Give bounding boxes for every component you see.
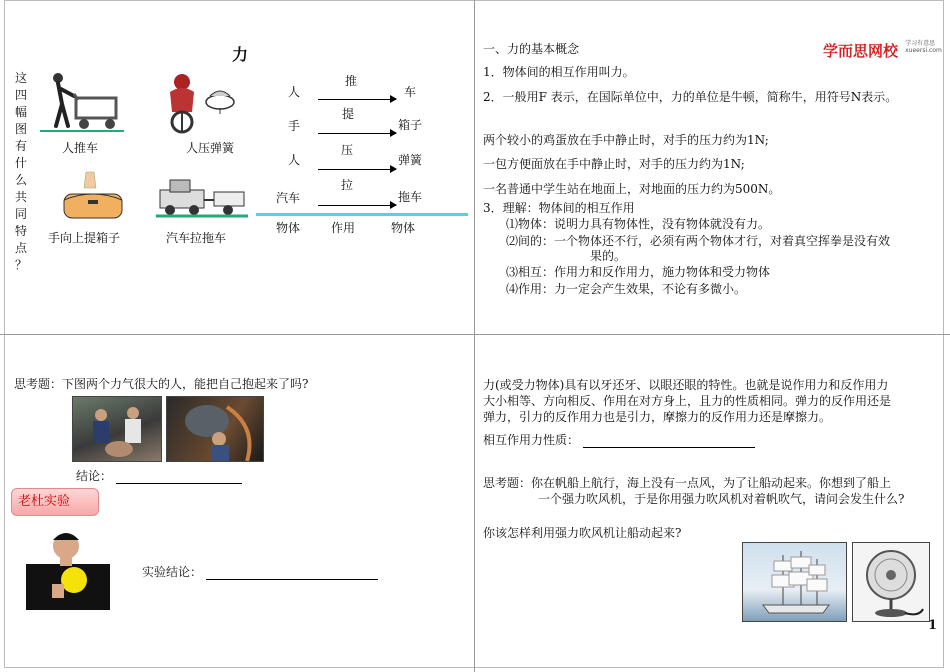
diagram-left-2: 人 xyxy=(288,153,301,167)
conclusion-label: 结论： xyxy=(76,469,113,483)
strongmen-photo-1 xyxy=(72,396,162,462)
item-1: ⑵间的：一个物体还不行，必须有两个物体才行，对着真空挥拳是没有效 xyxy=(506,234,891,248)
concept-p2: 2．一般用F 表示，在国际单位中，力的单位是牛顿，简称牛，用符号N表示。 xyxy=(483,90,898,104)
diagram-right-1: 箱子 xyxy=(398,118,423,132)
vertical-question: 这 四 幅 图 有 什 么 共 同 特 点 ？ xyxy=(14,71,27,272)
concepts-heading: 一、力的基本概念 xyxy=(483,42,580,56)
experiment-badge: 老杜实验 xyxy=(11,488,99,516)
item-3: ⑷作用：力一定会产生效果，不论有多微小。 xyxy=(506,282,747,296)
strongmen-photo-2 xyxy=(166,396,264,462)
caption-tow-trailer: 汽车拉拖车 xyxy=(166,231,227,245)
think-question-lift: 思考题：下图两个力气很大的人，能把自己抱起来了吗? xyxy=(14,377,309,391)
diagram-arrow-1 xyxy=(318,133,396,134)
experiment-conclusion-blank xyxy=(206,579,378,580)
concept-p3: 3．理解：物体间的相互作用 xyxy=(483,201,635,215)
item-2: ⑶相互：作用力和反作用力，施力物体和受力物体 xyxy=(506,265,771,279)
think-sail-line1: 思考题：你在帆船上航行，海上没有一点风，为了让船动起来。你想到了船上 xyxy=(483,476,892,490)
section-title: 力 xyxy=(232,45,249,64)
person-pressing-spring-illustration xyxy=(162,72,238,136)
example-2: 一名普通中学生站在地面上，对地面的压力约为500N。 xyxy=(483,182,781,196)
concept-p1: 1．物体间的相互作用叫力。 xyxy=(483,65,635,79)
sailing-ship-photo xyxy=(742,542,847,622)
xueersi-logo: 学而思网校 学习有意思 xueersi.com xyxy=(823,40,942,60)
vertical-divider xyxy=(474,0,475,672)
mutual-para-1: 大小相等、方向相反、作用在对方身上，且力的性质相同。弹力的反作用还是 xyxy=(483,394,892,408)
diagram-verb-2: 压 xyxy=(341,143,354,157)
page-number: 1 xyxy=(928,618,938,633)
diagram-verb-0: 推 xyxy=(345,74,358,88)
diagram-arrow-0 xyxy=(318,99,396,100)
diagram-left-1: 手 xyxy=(288,119,301,133)
diagram-verb-1: 提 xyxy=(342,107,355,121)
experiment-conclusion-label: 实验结论： xyxy=(142,565,203,579)
diagram-verb-3: 拉 xyxy=(341,178,354,192)
mutual-property-blank xyxy=(583,447,755,448)
car-towing-trailer-illustration xyxy=(156,172,248,222)
diagram-arrow-3 xyxy=(318,205,396,206)
mutual-para-0: 力(或受力物体)具有以牙还牙、以眼还眼的特性。也就是说作用力和反作用力 xyxy=(483,378,889,392)
person-pushing-cart-illustration xyxy=(40,70,124,136)
horizontal-divider xyxy=(0,334,950,335)
experiment-conclusion-row xyxy=(142,564,378,580)
teacher-photo xyxy=(26,524,110,610)
caption-press-spring: 人压弹簧 xyxy=(186,141,235,155)
diagram-arrow-2 xyxy=(318,169,396,170)
hand-lifting-box-illustration xyxy=(60,170,126,222)
diagram-footer-mid: 作用 xyxy=(331,221,356,235)
diagram-left-3: 汽车 xyxy=(276,191,301,205)
example-0: 两个较小的鸡蛋放在手中静止时，对手的压力约为1N; xyxy=(483,133,769,147)
sail-ask: 你该怎样利用强力吹风机让船动起来? xyxy=(483,526,682,540)
diagram-left-0: 人 xyxy=(288,85,301,99)
diagram-right-2: 弹簧 xyxy=(398,153,423,167)
diagram-footer-left: 物体 xyxy=(276,221,301,235)
electric-fan-photo xyxy=(852,542,930,622)
diagram-footer-right: 物体 xyxy=(391,221,416,235)
caption-push-cart: 人推车 xyxy=(62,141,99,155)
mutual-para-2: 弹力，引力的反作用力也是引力，摩擦力的反作用力还是摩擦力。 xyxy=(483,410,832,424)
think-sail-line2: 一个强力吹风机，于是你用强力吹风机对着帆吹气，请问会发生什么? xyxy=(538,492,905,506)
diagram-right-3: 拖车 xyxy=(398,190,423,204)
item-0: ⑴物体：说明力具有物体性，没有物体就没有力。 xyxy=(506,217,771,231)
diagram-right-0: 车 xyxy=(404,85,417,99)
caption-lift-box: 手向上提箱子 xyxy=(48,231,121,245)
mutual-property-label: 相互作用力性质： xyxy=(483,433,580,447)
example-1: 一包方便面放在手中静止时，对手的压力约为1N; xyxy=(483,157,745,171)
conclusion-row xyxy=(76,468,242,484)
mutual-property-row xyxy=(483,432,755,448)
conclusion-blank xyxy=(116,483,242,484)
diagram-cyan-line xyxy=(256,213,468,216)
item-1-cont: 果的。 xyxy=(590,249,627,263)
